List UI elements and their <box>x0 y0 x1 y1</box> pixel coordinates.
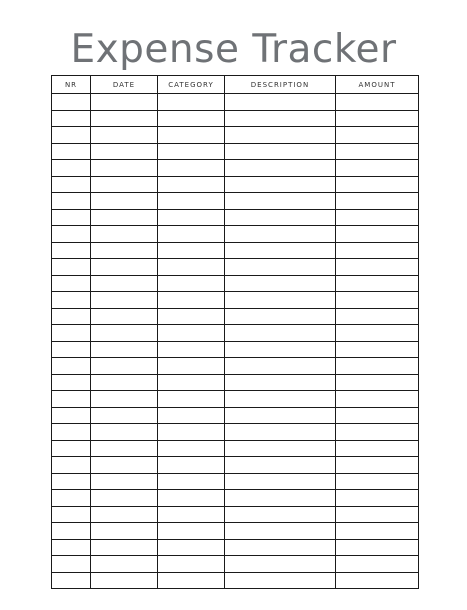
column-header-description: DESCRIPTION <box>225 76 336 94</box>
cell-date[interactable] <box>91 325 158 342</box>
table-row <box>52 374 419 391</box>
cell-nr[interactable] <box>52 358 91 375</box>
cell-description[interactable] <box>225 226 336 243</box>
cell-nr[interactable] <box>52 275 91 292</box>
cell-date[interactable] <box>91 292 158 309</box>
cell-nr[interactable] <box>52 259 91 276</box>
cell-nr[interactable] <box>52 226 91 243</box>
cell-category[interactable] <box>158 407 225 424</box>
cell-amount[interactable] <box>336 391 419 408</box>
cell-description[interactable] <box>225 209 336 226</box>
cell-date[interactable] <box>91 556 158 573</box>
cell-amount[interactable] <box>336 424 419 441</box>
table-body <box>52 94 419 589</box>
cell-category[interactable] <box>158 259 225 276</box>
cell-description[interactable] <box>225 407 336 424</box>
cell-description[interactable] <box>225 424 336 441</box>
table-row <box>52 391 419 408</box>
cell-category[interactable] <box>158 176 225 193</box>
cell-description[interactable] <box>225 325 336 342</box>
cell-date[interactable] <box>91 506 158 523</box>
table-row <box>52 325 419 342</box>
cell-description[interactable] <box>225 275 336 292</box>
cell-amount[interactable] <box>336 94 419 111</box>
cell-nr[interactable] <box>52 440 91 457</box>
cell-date[interactable] <box>91 473 158 490</box>
cell-date[interactable] <box>91 374 158 391</box>
cell-date[interactable] <box>91 275 158 292</box>
cell-category[interactable] <box>158 572 225 589</box>
header-row <box>52 76 419 94</box>
cell-category[interactable] <box>158 127 225 144</box>
cell-description[interactable] <box>225 539 336 556</box>
table-row <box>52 424 419 441</box>
table-row <box>52 259 419 276</box>
cell-amount[interactable] <box>336 308 419 325</box>
cell-nr[interactable] <box>52 523 91 540</box>
cell-category[interactable] <box>158 193 225 210</box>
cell-nr[interactable] <box>52 160 91 177</box>
cell-category[interactable] <box>158 358 225 375</box>
cell-amount[interactable] <box>336 358 419 375</box>
cell-amount[interactable] <box>336 110 419 127</box>
cell-nr[interactable] <box>52 209 91 226</box>
page-title: Expense Tracker <box>70 27 397 72</box>
table-row <box>52 226 419 243</box>
column-header-amount: AMOUNT <box>336 76 419 94</box>
cell-description[interactable] <box>225 374 336 391</box>
cell-category[interactable] <box>158 292 225 309</box>
cell-date[interactable] <box>91 358 158 375</box>
cell-description[interactable] <box>225 242 336 259</box>
cell-amount[interactable] <box>336 226 419 243</box>
cell-description[interactable] <box>225 143 336 160</box>
cell-date[interactable] <box>91 127 158 144</box>
cell-date[interactable] <box>91 308 158 325</box>
cell-nr[interactable] <box>52 556 91 573</box>
cell-amount[interactable] <box>336 193 419 210</box>
cell-category[interactable] <box>158 160 225 177</box>
cell-amount[interactable] <box>336 341 419 358</box>
cell-date[interactable] <box>91 94 158 111</box>
cell-category[interactable] <box>158 424 225 441</box>
cell-category[interactable] <box>158 143 225 160</box>
cell-amount[interactable] <box>336 143 419 160</box>
table-row <box>52 275 419 292</box>
cell-category[interactable] <box>158 308 225 325</box>
cell-date[interactable] <box>91 193 158 210</box>
cell-nr[interactable] <box>52 341 91 358</box>
cell-nr[interactable] <box>52 308 91 325</box>
cell-date[interactable] <box>91 523 158 540</box>
cell-description[interactable] <box>225 110 336 127</box>
table-row <box>52 176 419 193</box>
cell-amount[interactable] <box>336 539 419 556</box>
cell-date[interactable] <box>91 407 158 424</box>
cell-date[interactable] <box>91 440 158 457</box>
table-row <box>52 490 419 507</box>
table-row <box>52 506 419 523</box>
cell-description[interactable] <box>225 160 336 177</box>
column-header-category: CATEGORY <box>158 76 225 94</box>
cell-category[interactable] <box>158 374 225 391</box>
cell-amount[interactable] <box>336 506 419 523</box>
table-row <box>52 358 419 375</box>
cell-date[interactable] <box>91 110 158 127</box>
cell-category[interactable] <box>158 523 225 540</box>
table-row <box>52 457 419 474</box>
cell-date[interactable] <box>91 490 158 507</box>
cell-nr[interactable] <box>52 407 91 424</box>
cell-amount[interactable] <box>336 325 419 342</box>
cell-amount[interactable] <box>336 176 419 193</box>
cell-nr[interactable] <box>52 424 91 441</box>
cell-category[interactable] <box>158 539 225 556</box>
cell-category[interactable] <box>158 556 225 573</box>
cell-date[interactable] <box>91 209 158 226</box>
table-row <box>52 292 419 309</box>
cell-date[interactable] <box>91 259 158 276</box>
cell-category[interactable] <box>158 440 225 457</box>
table-row <box>52 556 419 573</box>
cell-description[interactable] <box>225 556 336 573</box>
cell-category[interactable] <box>158 506 225 523</box>
cell-amount[interactable] <box>336 556 419 573</box>
cell-nr[interactable] <box>52 374 91 391</box>
cell-description[interactable] <box>225 506 336 523</box>
cell-description[interactable] <box>225 440 336 457</box>
table-row <box>52 127 419 144</box>
cell-description[interactable] <box>225 193 336 210</box>
cell-description[interactable] <box>225 341 336 358</box>
cell-category[interactable] <box>158 457 225 474</box>
table-row <box>52 572 419 589</box>
cell-nr[interactable] <box>52 572 91 589</box>
cell-date[interactable] <box>91 176 158 193</box>
cell-nr[interactable] <box>52 457 91 474</box>
cell-date[interactable] <box>91 143 158 160</box>
cell-date[interactable] <box>91 160 158 177</box>
cell-description[interactable] <box>225 358 336 375</box>
table-row <box>52 193 419 210</box>
table-row <box>52 473 419 490</box>
cell-description[interactable] <box>225 572 336 589</box>
table-row <box>52 160 419 177</box>
cell-nr[interactable] <box>52 176 91 193</box>
cell-description[interactable] <box>225 176 336 193</box>
table-row <box>52 308 419 325</box>
table-row <box>52 341 419 358</box>
table-row <box>52 539 419 556</box>
table-row <box>52 143 419 160</box>
cell-date[interactable] <box>91 424 158 441</box>
cell-description[interactable] <box>225 473 336 490</box>
table-row <box>52 523 419 540</box>
cell-date[interactable] <box>91 242 158 259</box>
cell-amount[interactable] <box>336 523 419 540</box>
table-row <box>52 407 419 424</box>
cell-amount[interactable] <box>336 242 419 259</box>
cell-amount[interactable] <box>336 572 419 589</box>
cell-nr[interactable] <box>52 539 91 556</box>
cell-nr[interactable] <box>52 94 91 111</box>
cell-nr[interactable] <box>52 391 91 408</box>
table-row <box>52 242 419 259</box>
cell-category[interactable] <box>158 473 225 490</box>
cell-date[interactable] <box>91 226 158 243</box>
cell-category[interactable] <box>158 391 225 408</box>
cell-description[interactable] <box>225 94 336 111</box>
cell-amount[interactable] <box>336 440 419 457</box>
cell-category[interactable] <box>158 341 225 358</box>
cell-amount[interactable] <box>336 374 419 391</box>
cell-date[interactable] <box>91 539 158 556</box>
cell-nr[interactable] <box>52 506 91 523</box>
cell-amount[interactable] <box>336 490 419 507</box>
cell-amount[interactable] <box>336 127 419 144</box>
cell-description[interactable] <box>225 127 336 144</box>
cell-description[interactable] <box>225 292 336 309</box>
cell-nr[interactable] <box>52 127 91 144</box>
cell-amount[interactable] <box>336 209 419 226</box>
cell-nr[interactable] <box>52 325 91 342</box>
cell-date[interactable] <box>91 391 158 408</box>
table-row <box>52 94 419 111</box>
cell-category[interactable] <box>158 242 225 259</box>
cell-category[interactable] <box>158 110 225 127</box>
cell-description[interactable] <box>225 490 336 507</box>
cell-nr[interactable] <box>52 490 91 507</box>
cell-category[interactable] <box>158 94 225 111</box>
cell-nr[interactable] <box>52 143 91 160</box>
cell-date[interactable] <box>91 572 158 589</box>
cell-description[interactable] <box>225 259 336 276</box>
cell-description[interactable] <box>225 308 336 325</box>
table-row <box>52 110 419 127</box>
cell-date[interactable] <box>91 341 158 358</box>
cell-nr[interactable] <box>52 242 91 259</box>
expense-table <box>51 75 419 589</box>
column-header-nr: NR <box>52 76 91 94</box>
column-header-date: DATE <box>91 76 158 94</box>
cell-nr[interactable] <box>52 110 91 127</box>
table-row <box>52 440 419 457</box>
cell-amount[interactable] <box>336 259 419 276</box>
cell-nr[interactable] <box>52 193 91 210</box>
cell-amount[interactable] <box>336 292 419 309</box>
cell-amount[interactable] <box>336 275 419 292</box>
cell-category[interactable] <box>158 275 225 292</box>
cell-description[interactable] <box>225 391 336 408</box>
cell-amount[interactable] <box>336 457 419 474</box>
cell-category[interactable] <box>158 226 225 243</box>
cell-amount[interactable] <box>336 473 419 490</box>
cell-nr[interactable] <box>52 292 91 309</box>
cell-date[interactable] <box>91 457 158 474</box>
cell-nr[interactable] <box>52 473 91 490</box>
cell-amount[interactable] <box>336 160 419 177</box>
cell-description[interactable] <box>225 523 336 540</box>
cell-category[interactable] <box>158 490 225 507</box>
cell-category[interactable] <box>158 209 225 226</box>
cell-description[interactable] <box>225 457 336 474</box>
cell-category[interactable] <box>158 325 225 342</box>
table-row <box>52 209 419 226</box>
cell-amount[interactable] <box>336 407 419 424</box>
